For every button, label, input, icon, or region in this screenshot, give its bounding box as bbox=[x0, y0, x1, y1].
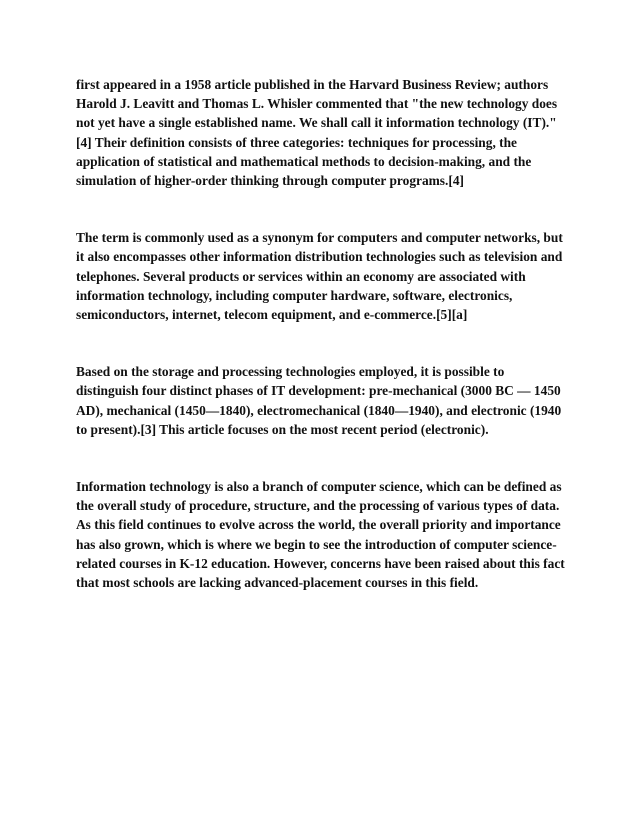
paragraph-term-usage: The term is commonly used as a synonym for computers and computer networks, but it also encompasses other information distribution technologies such as television and telephones. Several products or services within an economy are associated with information technology, including computer hardware, software, electronics, semiconductors, internet, telecom equipment, and e-commerce.[5][a] bbox=[76, 230, 563, 323]
paragraph-computer-science: Information technology is also a branch of computer science, which can be defined as the overall study of procedure, structure, and the processing of various types of data. As this field continues to evolve across the world, the overall priority and importance has also grown, which is where we begin to see the introduction of computer science-related courses in K-12 education. However, concerns have been raised about this fact that most schools are lacking advanced-placement courses in this field. bbox=[76, 479, 565, 591]
paragraph-it-phases: Based on the storage and processing technologies employed, it is possible to distinguish four distinct phases of IT development: pre-mechanical (3000 BC — 1450 AD), mechanical (1450—1840), electromechanical (1840—1940), and electronic (1940 to present).[3] This article focuses on the most recent period (electronic). bbox=[76, 364, 562, 437]
document-body bbox=[76, 75, 566, 592]
paragraph-it-origin: first appeared in a 1958 article published in the Harvard Business Review; authors Harold J. Leavitt and Thomas L. Whisler commented that "the new technology does not yet have a single established name. We shall call it information technology (IT)."[4] Their definition consists of three categories: techniques for processing, the application of statistical and mathematical methods to decision-making, and the simulation of higher-order thinking through computer programs.[4] bbox=[76, 77, 558, 189]
